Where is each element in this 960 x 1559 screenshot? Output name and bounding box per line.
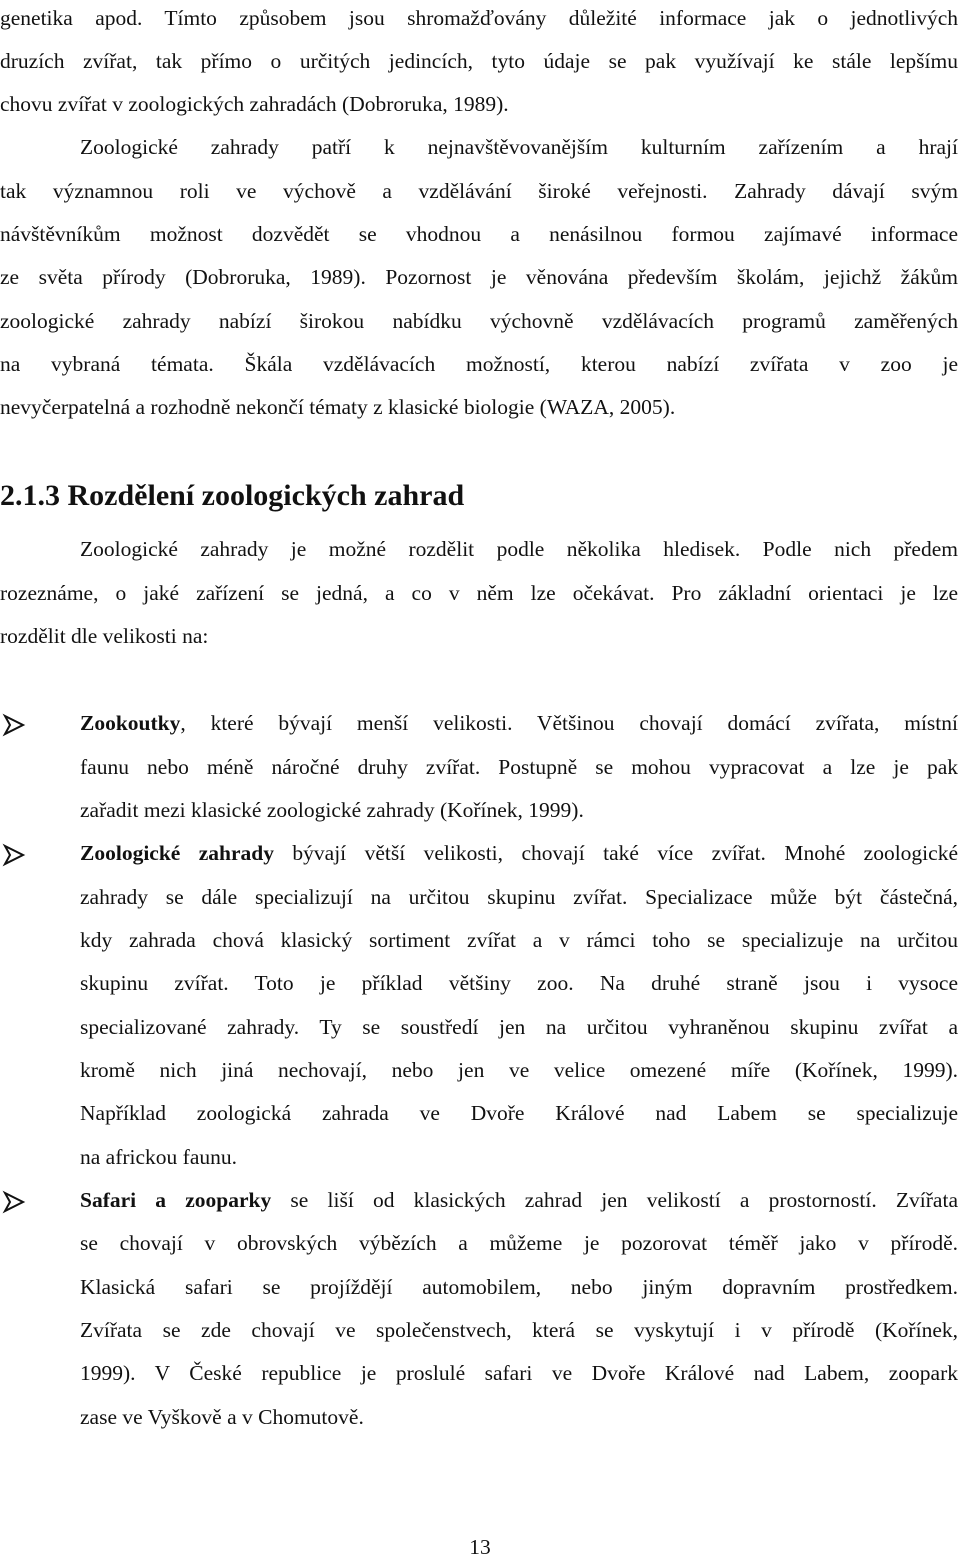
paragraph-3-line: Zoologické zahrady je možné rozdělit podle několika hledisek. Podle nich předem [80, 537, 958, 561]
bullet-zoologicke-zahrady-line: kromě nich jiná nechovají, nebo jen ve velice omezené míře (Kořínek, 1999). [80, 1058, 958, 1082]
bullet-term: Safari a zooparky [80, 1188, 272, 1212]
paragraph-2-line: na vybraná témata. Škála vzdělávacích možností, kterou nabízí zvířata v zoo je [0, 352, 958, 376]
bullet-zookoutky-line: zařadit mezi klasické zoologické zahrady (Kořínek, 1999). [80, 798, 584, 822]
bullet-safari-zooparky-line: Safari a zooparky se liší od klasických zahrad jen velikostí a prostorností. Zvířata [80, 1188, 958, 1212]
bullet-zoologicke-zahrady-line: Zoologické zahrady bývají větší velikosti, chovají také více zvířat. Mnohé zoologické [80, 841, 958, 865]
paragraph-1-line: genetika apod. Tímto způsobem jsou shromažďovány důležité informace jak o jednotlivých [0, 6, 958, 30]
arrowhead-bullet-icon [2, 843, 26, 867]
bullet-zoologicke-zahrady-line: kdy zahrada chová klasický sortiment zvířat a v rámci toho se specializuje na určitou [80, 928, 958, 952]
page-number: 13 [469, 1535, 491, 1559]
bullet-zoologicke-zahrady-line: na africkou faunu. [80, 1145, 237, 1169]
paragraph-2-line: návštěvníkům možnost dozvědět se vhodnou a nenásilnou formou zajímavé informace [0, 222, 958, 246]
bullet-zoologicke-zahrady-line: skupinu zvířat. Toto je příklad většiny zoo. Na druhé straně jsou i vysoce [80, 971, 958, 995]
bullet-zookoutky-line: Zookoutky, které bývají menší velikosti. Většinou chovají domácí zvířata, místní [80, 711, 958, 735]
paragraph-1-line: druzích zvířat, tak přímo o určitých jedincích, tyto údaje se pak využívají ke stále lepšímu [0, 49, 958, 73]
bullet-safari-zooparky-line: 1999). V České republice je proslulé safari ve Dvoře Králové nad Labem, zoopark [80, 1361, 958, 1385]
arrowhead-bullet-icon [2, 1190, 26, 1214]
paragraph-1-line: chovu zvířat v zoologických zahradách (Dobroruka, 1989). [0, 92, 509, 116]
bullet-zoologicke-zahrady-line: specializované zahrady. Ty se soustředí jen na určitou vyhraněnou skupinu zvířat a [80, 1015, 958, 1039]
arrowhead-bullet-icon [2, 713, 26, 737]
paragraph-3-line: rozeznáme, o jaké zařízení se jedná, a co v něm lze očekávat. Pro základní orientaci je lze [0, 581, 958, 605]
bullet-term: Zookoutky [80, 711, 181, 735]
bullet-zookoutky-line: faunu nebo méně náročné druhy zvířat. Postupně se mohou vypracovat a lze je pak [80, 755, 958, 779]
paragraph-2-line: zoologické zahrady nabízí širokou nabídku výchovně vzdělávacích programů zaměřených [0, 309, 958, 333]
bullet-safari-zooparky-line: Zvířata se zde chovají ve společenstvech, která se vyskytují i v přírodě (Kořínek, [80, 1318, 958, 1342]
paragraph-2-line: ze světa přírody (Dobroruka, 1989). Pozornost je věnována především školám, jejichž žákům [0, 265, 958, 289]
paragraph-2-line: tak významnou roli ve výchově a vzdělávání široké veřejnosti. Zahrady dávají svým [0, 179, 958, 203]
bullet-zoologicke-zahrady-line: Například zoologická zahrada ve Dvoře Králové nad Labem se specializuje [80, 1101, 958, 1125]
bullet-zoologicke-zahrady-line: zahrady se dále specializují na určitou skupinu zvířat. Specializace může být částečná, [80, 885, 958, 909]
bullet-safari-zooparky-line: se chovají v obrovských výbězích a můžeme je pozorovat téměř jako v přírodě. [80, 1231, 958, 1255]
bullet-safari-zooparky-line: zase ve Vyškově a v Chomutově. [80, 1405, 364, 1429]
section-heading: 2.1.3 Rozdělení zoologických zahrad [0, 479, 465, 512]
paragraph-3-line: rozdělit dle velikosti na: [0, 624, 209, 648]
bullet-safari-zooparky-line: Klasická safari se projíždějí automobilem, nebo jiným dopravním prostředkem. [80, 1275, 958, 1299]
paragraph-2-line: Zoologické zahrady patří k nejnavštěvovanějším kulturním zařízením a hrají [80, 135, 958, 159]
paragraph-2-line: nevyčerpatelná a rozhodně nekončí tématy z klasické biologie (WAZA, 2005). [0, 395, 676, 419]
bullet-term: Zoologické zahrady [80, 841, 274, 865]
